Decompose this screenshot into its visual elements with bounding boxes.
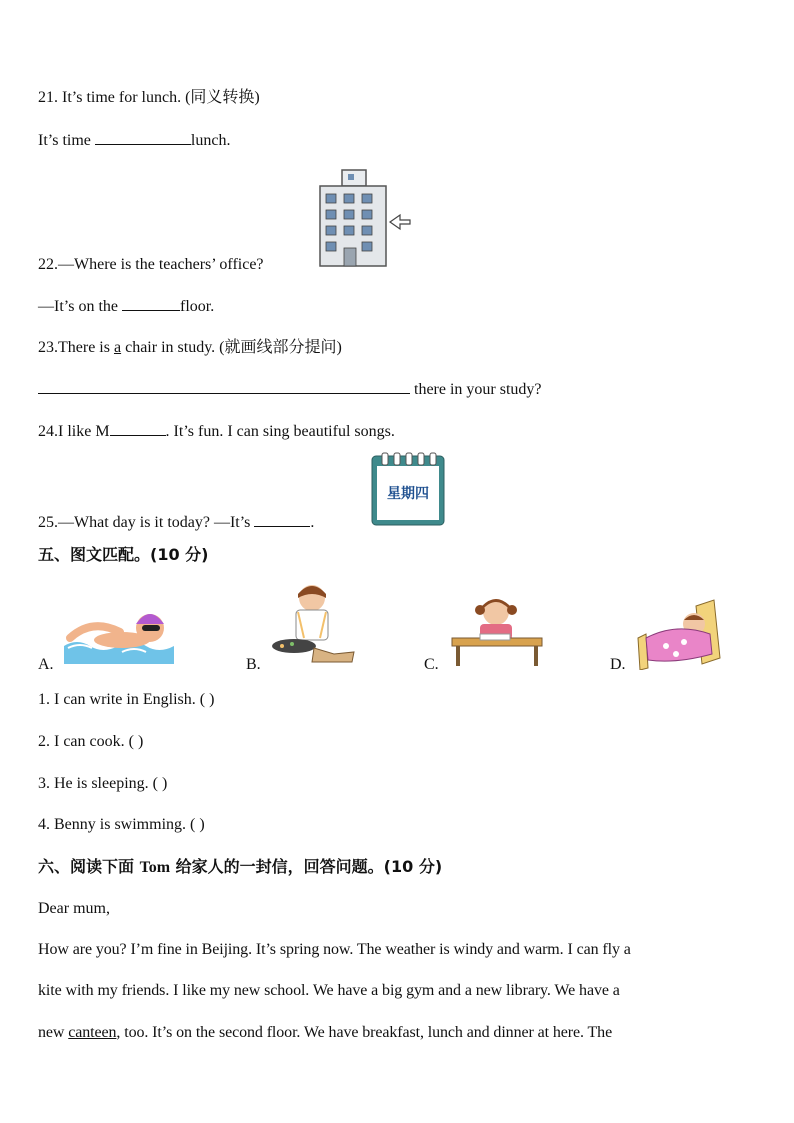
q25-prefix: 25.—What day is it today? —It’s (38, 514, 255, 531)
q24-prefix: 24.I like M (38, 423, 110, 440)
section-6-heading-name: Tom (139, 859, 171, 876)
q22-answer-prefix: —It’s on the (38, 298, 122, 315)
match-item-2: 2. I can cook. ( ) (38, 733, 144, 750)
q22-answer-suffix: floor. (180, 298, 215, 315)
match-item-1: 1. I can write in English. ( ) (38, 691, 215, 708)
match-item-3: 3. He is sleeping. ( ) (38, 775, 168, 792)
option-c-label: C. (424, 656, 439, 673)
q25-blank[interactable] (254, 512, 310, 527)
section-5-heading: 五、图文匹配。(10 分) (38, 545, 209, 564)
question-24 (38, 421, 395, 442)
q23-answer-line (38, 379, 542, 400)
cooking-image (264, 580, 358, 668)
letter-greeting: Dear mum, (38, 900, 110, 917)
q21-blank[interactable] (95, 130, 191, 145)
question-25 (38, 512, 314, 533)
letter-line-3 (38, 1024, 750, 1042)
calendar-day-text: 星期四 (387, 486, 429, 502)
q25-suffix: . (310, 514, 315, 531)
letter-underlined-word: canteen (68, 1024, 117, 1041)
q22-blank[interactable] (122, 296, 180, 311)
q22-answer-line (38, 296, 214, 317)
section-6-heading-part3: 给家人的一封信，回答问题。(10 分) (170, 857, 443, 876)
writing-girl-image (450, 594, 544, 668)
question-23 (38, 338, 342, 358)
q23-suffix: chair in study. (就画线部分提问) (121, 339, 342, 356)
q24-suffix: . It’s fun. I can sing beautiful songs. (165, 423, 395, 440)
sleeping-boy-image (636, 598, 722, 670)
section-6-heading (38, 857, 442, 878)
q24-blank[interactable] (110, 421, 166, 436)
letter-line-3-end: , too. It’s on the second floor. We have breakfast, lunch and dinner at here. The (116, 1024, 613, 1041)
letter-line-3-start: new (38, 1024, 69, 1041)
calendar-icon (371, 452, 445, 526)
letter-line-2: kite with my friends. I like my new school. We have a big gym and a new library. We have a (38, 982, 620, 999)
option-b-label: B. (246, 656, 261, 673)
q21-text: . It’s time for lunch. (同义转换) (54, 89, 260, 106)
letter-line-1: How are you? I’m fine in Beijing. It’s spring now. The weather is windy and warm. I can fly a (38, 941, 631, 958)
q21-number: 21 (38, 89, 54, 106)
option-a-label: A. (38, 656, 54, 673)
q23-blank[interactable] (38, 379, 410, 394)
building-arrow-icon (316, 168, 412, 270)
q23-prefix: 23.There is (38, 339, 114, 356)
q21-answer-line (38, 130, 230, 151)
question-22: 22.—Where is the teachers’ office? (38, 256, 264, 273)
section-6-heading-part1: 六、阅读下面 (38, 857, 140, 876)
question-21 (38, 88, 260, 108)
option-d-label: D. (610, 656, 626, 673)
q21-answer-prefix: It’s time (38, 132, 95, 149)
q23-underlined-word: a (113, 339, 122, 356)
q23-answer-suffix: there in your study? (410, 381, 542, 398)
swimmer-image (62, 598, 178, 666)
match-item-4: 4. Benny is swimming. ( ) (38, 816, 205, 833)
q21-answer-suffix: lunch. (190, 132, 231, 149)
